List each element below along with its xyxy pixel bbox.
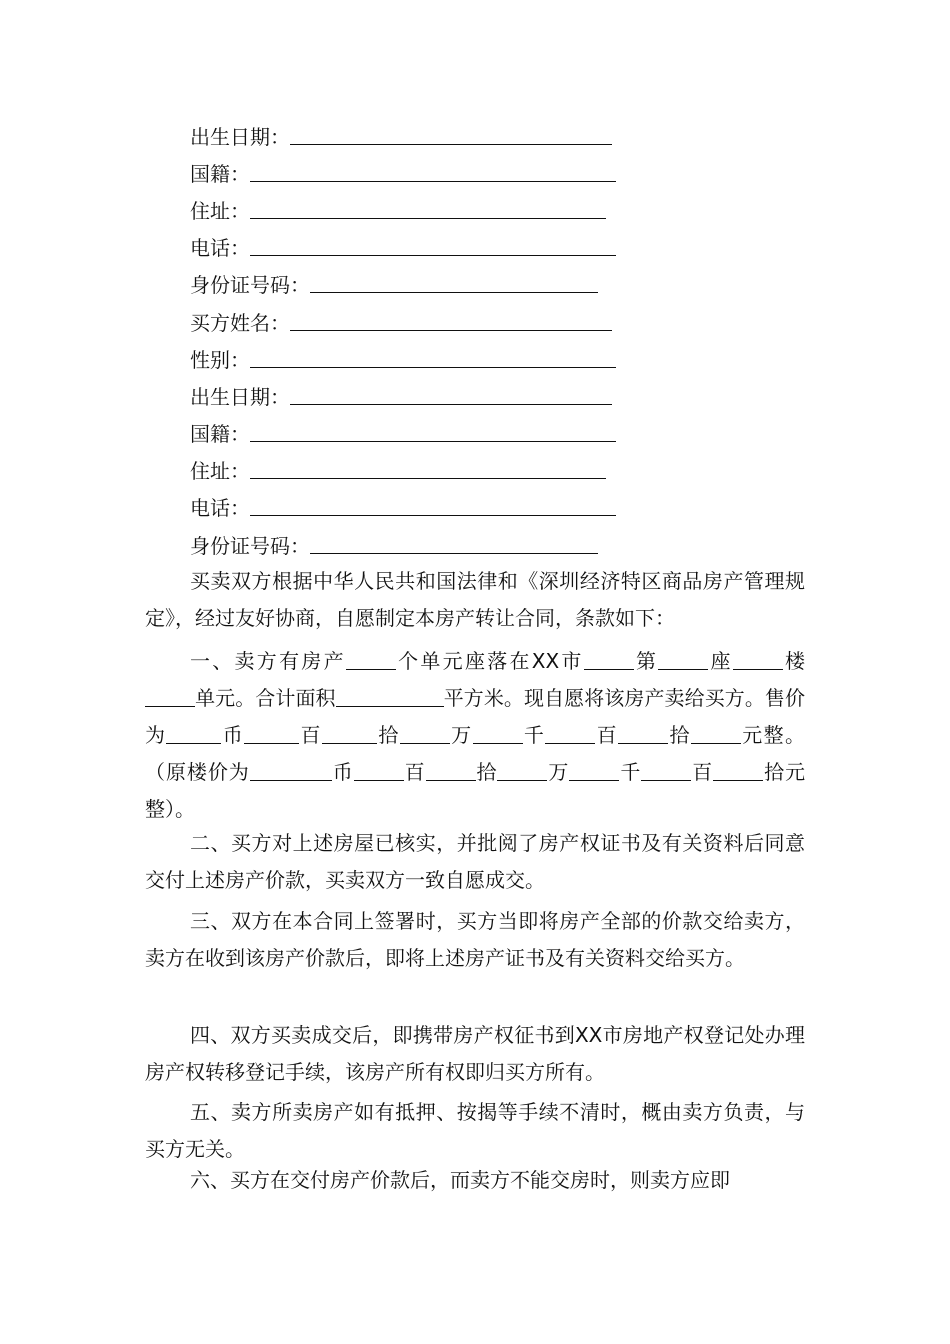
fill-blank — [545, 719, 595, 744]
buyer-address-field — [190, 454, 606, 488]
fill-blank — [250, 756, 332, 781]
fill-blank — [618, 719, 668, 744]
seller-address-field — [190, 194, 606, 228]
clause-text: 一、卖方有房产 — [190, 649, 346, 673]
clause-text: 万 — [547, 760, 570, 784]
fill-blank — [290, 120, 612, 145]
intro-paragraph: 买卖双方根据中华人民共和国法律和《深圳经济特区商品房产管理规定》，经过友好协商，自愿制定本房产转让合同，条款如下： — [145, 569, 805, 630]
fill-blank — [641, 756, 691, 781]
field-label: 身份证号码： — [190, 273, 310, 297]
fill-blank — [426, 756, 476, 781]
clause-text: 平方米。现自愿将该房产卖给买方。售价为 — [145, 686, 806, 747]
seller-id-field — [190, 268, 598, 302]
fill-blank — [166, 719, 221, 744]
fill-blank — [290, 306, 612, 331]
seller-phone-field — [190, 231, 616, 265]
fill-blank — [290, 380, 612, 405]
buyer-phone-field — [190, 491, 616, 525]
field-label: 电话： — [190, 496, 250, 520]
seller-birthdate-field — [190, 120, 612, 154]
fill-blank — [584, 645, 634, 670]
clause-text: 拾元整）。 — [145, 760, 806, 821]
clause-text: 楼 — [782, 649, 806, 673]
field-label: 身份证号码： — [190, 534, 310, 558]
field-label: 住址： — [190, 199, 250, 223]
field-label: 出生日期： — [190, 385, 290, 409]
fill-blank — [250, 157, 616, 182]
clause-text: 币 — [221, 723, 245, 747]
fill-blank — [310, 268, 598, 293]
clause-text: 百 — [403, 760, 426, 784]
fill-blank — [310, 529, 598, 554]
fill-blank — [250, 417, 616, 442]
buyer-nationality-field — [190, 417, 616, 451]
fill-blank — [250, 231, 616, 256]
fill-blank — [569, 756, 619, 781]
buyer-gender-field — [190, 343, 616, 377]
field-label: 电话： — [190, 236, 250, 260]
fill-blank — [713, 756, 763, 781]
fill-blank — [691, 719, 741, 744]
clause-text: 百 — [595, 723, 619, 747]
buyer-id-field — [190, 529, 598, 563]
clause-text: 第 — [633, 649, 659, 673]
clause-text: 个单元座落在 — [395, 649, 532, 673]
clause-text: 千 — [619, 760, 642, 784]
clause-text: 百 — [691, 760, 714, 784]
fill-blank — [250, 343, 616, 368]
buyer-name-field — [190, 306, 612, 340]
clause-5-paragraph: 五、卖方所卖房产如有抵押、按揭等手续不清时，概由卖方负责，与买方无关。 — [145, 1100, 805, 1161]
clause-text: 单元。合计面积 — [195, 686, 336, 710]
fill-blank — [354, 756, 404, 781]
field-label: 买方姓名： — [190, 311, 290, 335]
fill-blank — [145, 682, 195, 707]
field-label: 出生日期： — [190, 125, 290, 149]
fill-blank — [336, 682, 444, 707]
fill-blank — [400, 719, 450, 744]
fill-blank — [250, 194, 606, 219]
fill-blank — [497, 756, 547, 781]
clause-1-paragraph — [145, 643, 805, 828]
clause-3-paragraph: 三、双方在本合同上签署时，买方当即将房产全部的价款交给卖方，卖方在收到该房产价款后，即将上述房产证书及有关资料交给买方。 — [145, 909, 805, 970]
fill-blank — [346, 645, 396, 670]
clause-4-paragraph: 四、双方买卖成交后，即携带房产权征书到XX市房地产权登记处办理房产权转移登记手续，该房产所有权即归买方所有。 — [145, 1023, 805, 1084]
clause-text: 拾 — [376, 723, 400, 747]
clause-text: 座 — [708, 649, 733, 673]
buyer-birthdate-field — [190, 380, 612, 414]
clause-text: XX市 — [531, 649, 584, 673]
clause-text: 拾 — [475, 760, 498, 784]
fill-blank — [473, 719, 523, 744]
fill-blank — [250, 454, 606, 479]
clause-text: 百 — [299, 723, 322, 747]
clause-2-paragraph: 二、买方对上述房屋已核实，并批阅了房产权证书及有关资料后同意交付上述房产价款，买卖双方一致自愿成交。 — [145, 831, 805, 892]
fill-blank — [658, 645, 708, 670]
fill-blank — [733, 645, 783, 670]
clause-text: 拾 — [668, 723, 691, 747]
field-label: 性别： — [190, 348, 250, 372]
fill-blank — [250, 491, 616, 516]
clause-text: 千 — [522, 723, 546, 747]
seller-nationality-field — [190, 157, 616, 191]
clause-6-paragraph: 六、买方在交付房产价款后，而卖方不能交房时，则卖方应即 — [190, 1168, 730, 1192]
field-label: 住址： — [190, 459, 250, 483]
clause-text: 元整。（原楼价为 — [145, 723, 806, 784]
field-label: 国籍： — [190, 422, 250, 446]
fill-blank — [244, 719, 299, 744]
fill-blank — [322, 719, 377, 744]
field-label: 国籍： — [190, 162, 250, 186]
clause-text: 币 — [331, 760, 354, 784]
clause-text: 万 — [449, 723, 473, 747]
